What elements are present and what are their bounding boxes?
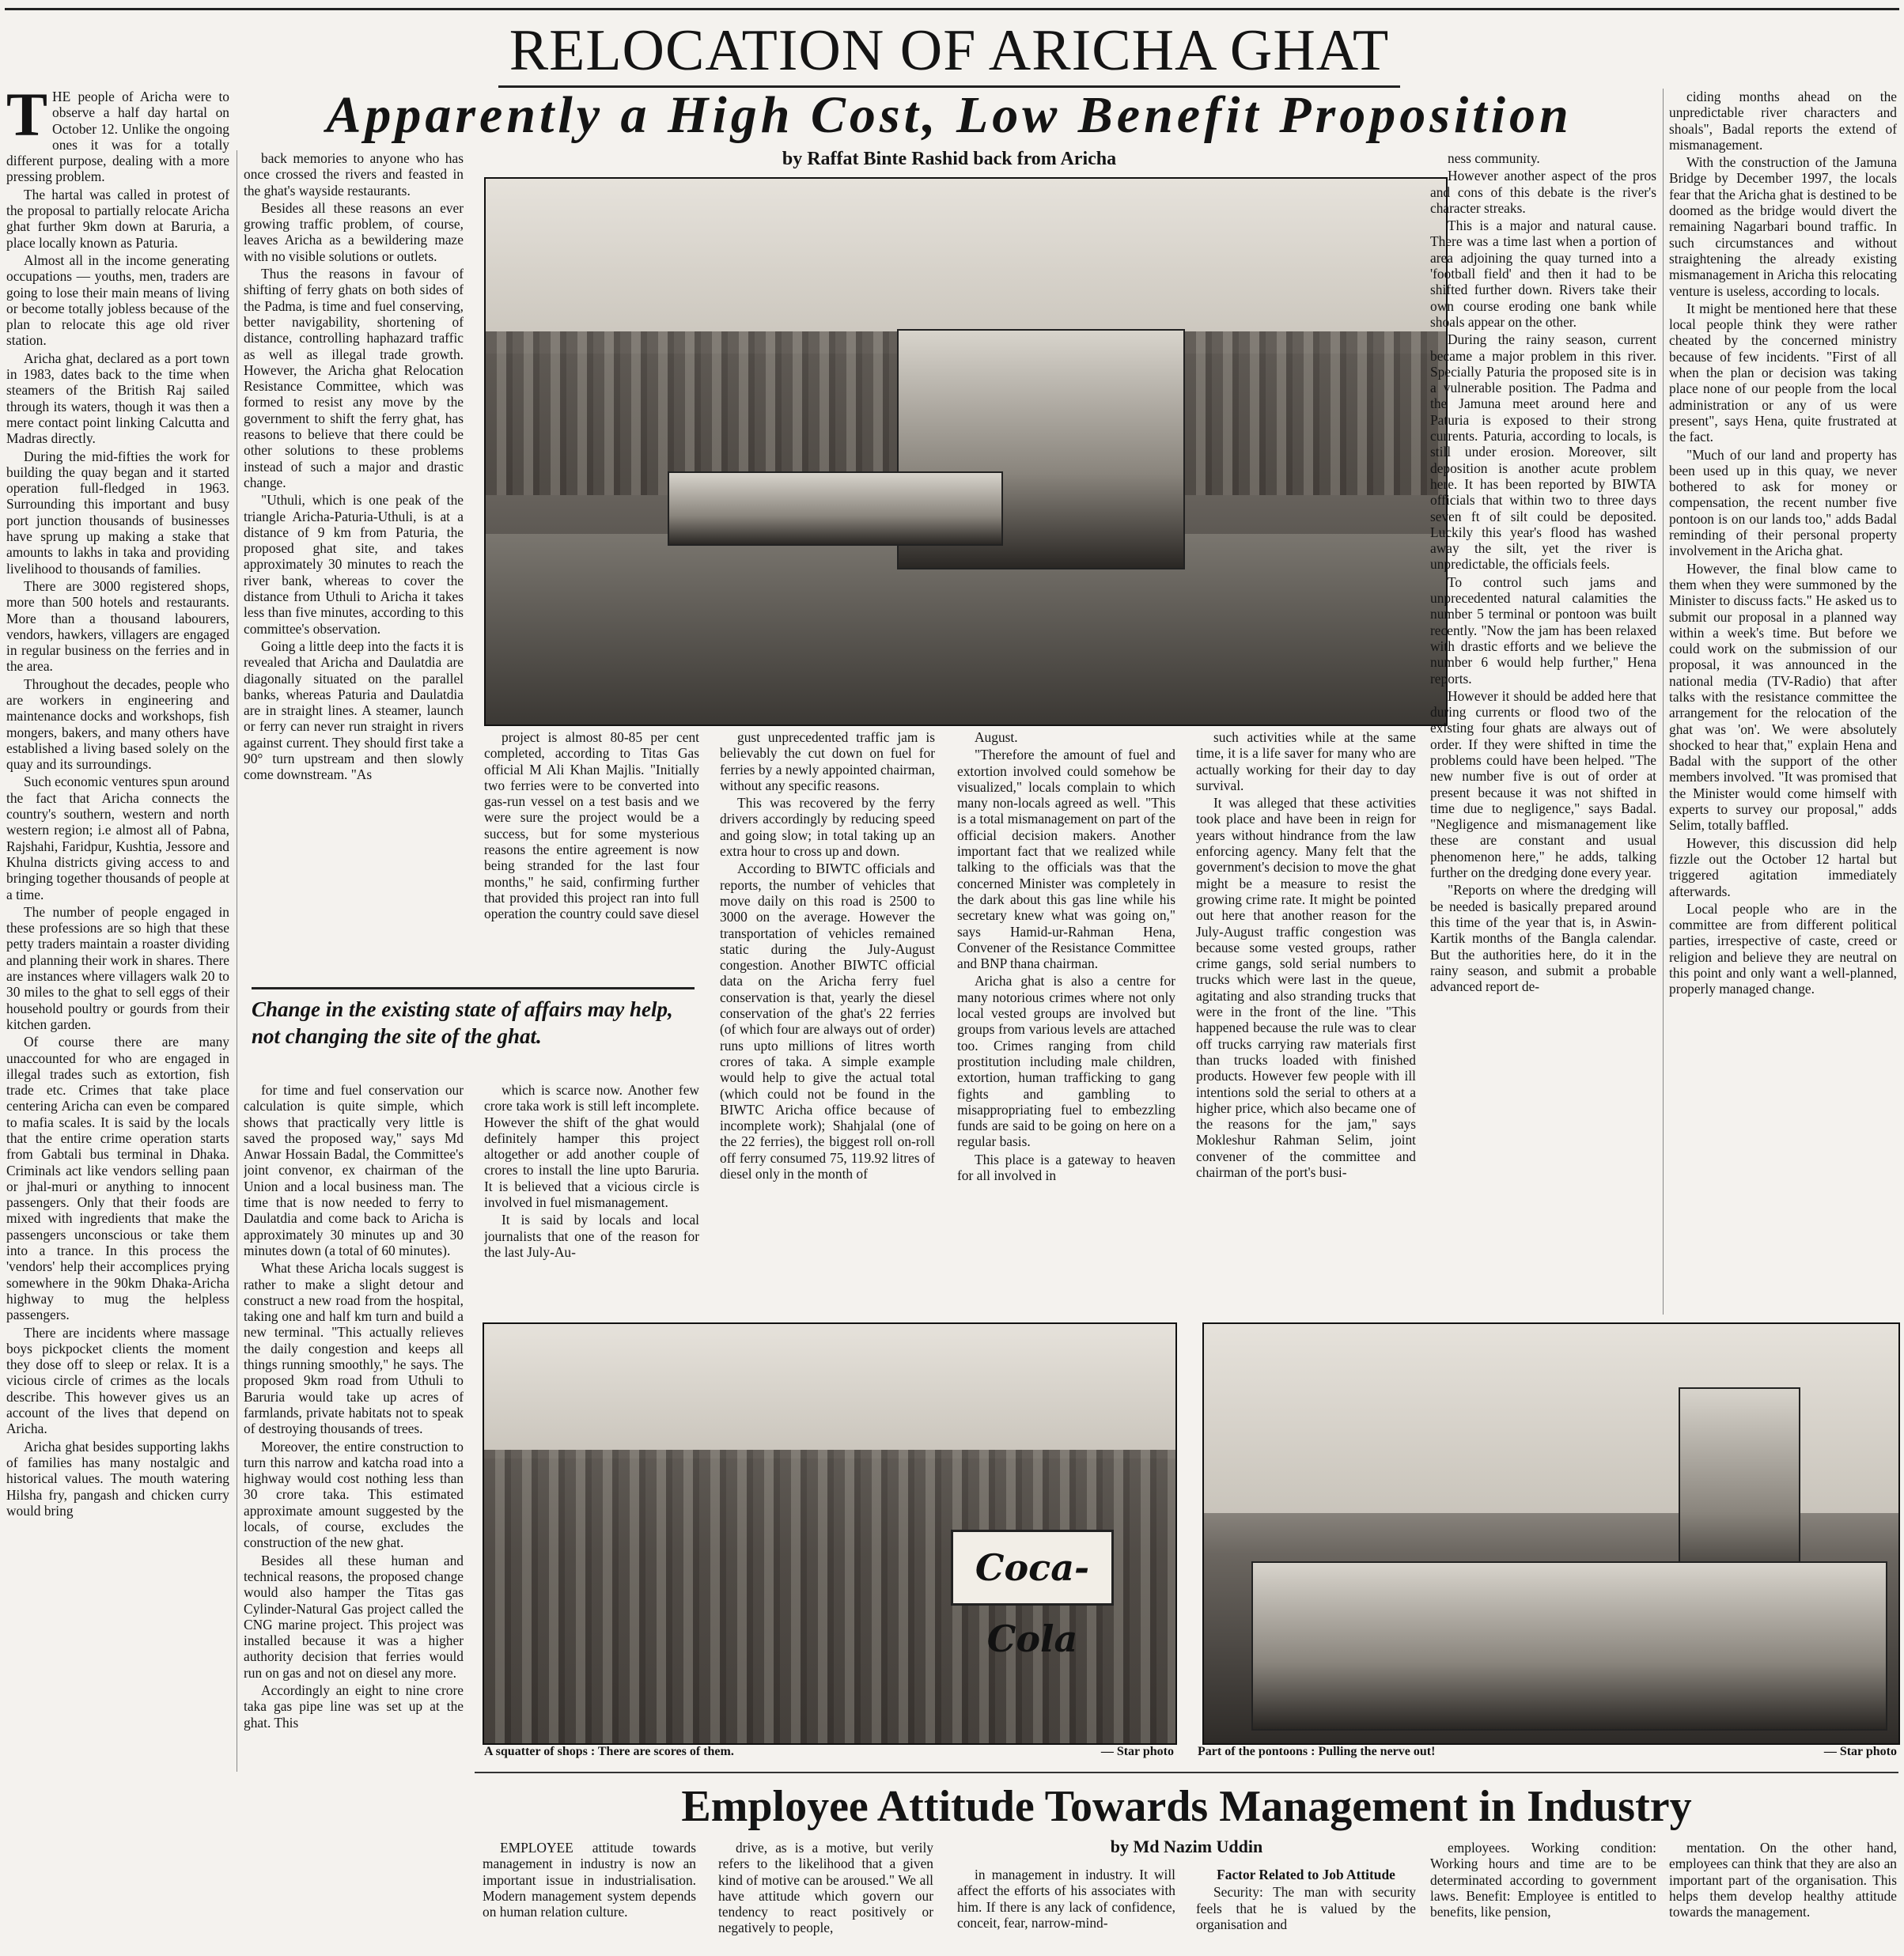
second-article-column-5 [1430, 1840, 1656, 1956]
photo-credit: — Star photo [1100, 1745, 1174, 1758]
paragraph: which is scarce now. Another few crore taka work is still left incomplete. However the shift of the ghat would definitely hamper this project altogether or add another couple of crores to install the line upto Baruria. It is believed that a vicious circle is involved in fuel mismanagement. [484, 1082, 699, 1211]
paragraph: August. [975, 729, 1018, 745]
second-article-headline: Employee Attitude Towards Management in Industry [681, 1782, 1692, 1831]
paragraph: back memories to anyone who has once crossed the rivers and feasted in the ghat's wayside restaurants. [244, 150, 464, 199]
paragraph: Aricha ghat is also a centre for many notorious crimes where not only local vested groups are involved but groups from various levels are attached too. Crimes ranging from child prostitution including male children, extortion, human trafficking to gang fights and gambling to misappropriating fuel to embezzling funds are said to be going on here on a regular basis. [957, 973, 1175, 1150]
paragraph: This place is a gateway to heaven for all involved in [957, 1151, 1175, 1184]
pull-quote: Change in the existing state of affairs may help, not changing the site of the ghat. [252, 987, 695, 1050]
column-divider [1663, 89, 1664, 1315]
paragraph: What these Aricha locals suggest is rather to make a slight detour and construct a new road from the hospital, taking one and half km turn and build a new terminal. "This actually relieves the daily congestion and keeps all things running smoothly," he says. The proposed 9km road from Uthuli to Baruria would take up acres of farmlands, private habitats not to speak of destroying thousands of trees. [244, 1260, 464, 1437]
paragraph: Thus the reasons in favour of shifting of ferry ghats on both sides of the Padma, is time and fuel conserving, better navigability, shortening of distance, controlling haphazard traffic as well as illegal trade growth. However, the Aricha ghat Relocation Resistance Committee, which was formed to resist any move by the government to shift the ferry ghat, has reasons to believe that there could be other solutions to these problems instead of such a major and drastic change. [244, 266, 464, 490]
paragraph: It might be mentioned here that these local people think they were rather cheated by the concerned ministry because of few incidents. "First of all when the plan or decision was taking place none of our people from the local administration or any of us were present", says Hena, quite frustrated at the fact. [1669, 300, 1897, 445]
second-article-column-1 [483, 1840, 696, 1956]
pontoons-photo-caption [1198, 1745, 1897, 1759]
column-7 [1669, 89, 1897, 1315]
ferry-ghat-photo [484, 177, 1448, 726]
shops-photo-caption [484, 1745, 1174, 1759]
paragraph: Such economic ventures spun around the fact that Aricha connects the country's southern, western and north western region; i.e almost all of Pabna, Rajshahi, Faridpur, Kushtia, Jessore and Khulna districts giving access to and bringing together thousands of people at a time. [6, 774, 229, 902]
paragraph: Almost all in the income generating occupations — youths, men, traders are going to lose their main means of living or become totally jobless because of the plan to relocate this age old river station. [6, 252, 229, 349]
paragraph: employees. Working condition: Working hours and time are to be determinated according to government laws. Benefit: Employee is entitled to benefits, like pension, [1430, 1840, 1656, 1920]
photo-pontoon [668, 471, 1003, 546]
photo-pontoon-deck [1251, 1561, 1887, 1731]
second-article-byline: by Md Nazim Uddin [1110, 1837, 1263, 1856]
paragraph: Going a little deep into the facts it is revealed that Aricha and Daulatdia are diagonally situated on the parallel banks, whereas Paturia and Daulatdia are in straight lines. A steamer, launch or ferry can never run straight in rivers against current. They should first take a 90° turn upstream and then slowly come downstream. "As [244, 637, 464, 783]
paragraph: With the construction of the Jamuna Bridge by December 1997, the locals fear that the Aricha ghat is destined to be doomed as the bridge would divert the remaining Nagarbari bound traffic. In such circumstances and without straightening the already existing mismanagement in Aricha this relocating venture is useless, according to locals. [1669, 154, 1897, 299]
paragraph: However another aspect of the pros and cons of this debate is the river's character streaks. [1430, 168, 1656, 216]
paragraph: However it should be added here that during currents or flood two of the existing four ghats are always out of order. If they were shifted in time the problems could have been helped. "The new number five is out of order at present because it was not shifted in time due to negligence," says Badal. "Negligence and mismanagement like these are constant and usual phenomenon here," he adds, talking further on the dredging done every year. [1430, 687, 1656, 881]
paragraph: "Therefore the amount of fuel and extortion involved could somehow be visualized," locals complain to which many non-locals agreed as well. "This is a total mismanagement on part of the official decision makers. Another important fact that we realized while talking to the officials was that the concerned Minister was completely in the dark about this gas line while his secretary knew what was going on," says Hamid-ur-Rahman Hena, Convener of the Resistance Committee and BNP thana chairman. [957, 747, 1175, 972]
paragraph: gust unprecedented traffic jam is believably the cut down on fuel for ferries by a newly appointed chairman, without any specific reasons. [720, 729, 935, 793]
column-2 [244, 150, 464, 967]
paragraph: "Reports on where the dredging will be needed is basically prepared around this time of the year that is, in Aswin-Kartik months of the Bangla calendar. But the authorities here, do it in the rainy season, and submit a probable advanced report de- [1430, 882, 1656, 995]
paragraph: This is a major and natural cause. There was a time last when a portion of area adjoining the quay turned into a 'football field' and then it had to be shifted further down. Rivers take their own course eroding one bank while shoals appear on the other. [1430, 218, 1656, 330]
article-kicker: RELOCATION OF ARICHA GHAT [509, 18, 1390, 83]
paragraph: such activities while at the same time, it is a life saver for many who are actually working for their day to day survival. [1196, 729, 1416, 793]
paragraph: Security: The man with security feels that he is valued by the organisation and [1196, 1884, 1416, 1932]
column-2c [244, 1082, 464, 1818]
column-4a [957, 729, 1175, 1315]
photo-sky [484, 1324, 1175, 1458]
paragraph: in management in industry. It will affect the efforts of his associates with him. If there is any lack of confidence, conceit, fear, narrow-mind- [957, 1867, 1175, 1931]
paragraph: Moreover, the entire construction to turn this narrow and katcha road into a highway would cost nothing less than 30 crore taka. This estimated approximate amount suggested by the locals, of course, excludes the construction of the new ghat. [244, 1438, 464, 1551]
top-rule [5, 8, 1899, 10]
paragraph: During the mid-fifties the work for building the quay began and it started operation full-fledged in 1963. Surrounding this important and busy port junction thousands of businesses have sprung up making a stake that amounts to lakhs in taka and providing livelihood to thousands of families. [6, 448, 229, 577]
paragraph: "Uthuli, which is one peak of the triangle Aricha-Paturia-Uthuli, is at a distance of 9 km from Paturia, the proposed ghat site, and takes approximately 30 minutes to reach the river bank, whereas to cover the distance from Uthuli to Aricha it takes less than five minutes, according to this committee's observation. [244, 492, 464, 637]
paragraph: To control such jams and unprecedented natural calamities the number 5 terminal or pontoon was built recently. "Now the jam has been relaxed with drastic efforts and we believe the number 6 would help further," Hena reports. [1430, 573, 1656, 687]
paragraph: Of course there are many unaccounted for who are engaged in illegal trades such as extortion, fish trade etc. Crimes that take place centering Aricha can even be compared to mafia scales. It is said by the locals that the entire crime operation starts from Gabtali bus terminal in Dhaka. Criminals act like vendors selling paan or jhal-muri or anything to innocent passengers. Only that their foods are mixed with ingredients that make the passengers unconscious or take them into a trance. In this process the 'vendors' help their accomplices prying somewhere in the 90km Dhaka-Aricha highway to mug the helpless passengers. [6, 1034, 229, 1323]
paragraph: Local people who are in the committee are from different political parties, irrespective of caste, creed or religion and believe they are neutral on this point and only want a well-planned, properly managed change. [1669, 900, 1897, 997]
subhead: Factor Related to Job Attitude [1217, 1867, 1395, 1882]
column-3c [484, 1082, 699, 1319]
paragraph: There are 3000 registered shops, more than 500 hotels and restaurants. More than a thousand labourers, vendors, hawkers, villagers are engaged in regular business on the ferries and in the area. [6, 577, 229, 675]
paragraph: Aricha ghat, declared as a port town in 1983, dates back to the time when steamers of the British Raj sailed through its waters, though it was then a mere contact point linking Calcutta and Madras directly. [6, 350, 229, 447]
coca-cola-sign: Coca-Cola [951, 1530, 1114, 1606]
pontoons-photo [1202, 1322, 1900, 1745]
photo-credit: — Star photo [1823, 1745, 1897, 1758]
column-5a [1196, 729, 1416, 1315]
paragraph: EMPLOYEE attitude towards management in industry is now an important issue in industrialisation. Modern management system depends on human relation culture. [483, 1840, 696, 1920]
second-article-column-6 [1669, 1840, 1897, 1956]
article-headline: Apparently a High Cost, Low Benefit Proposition [326, 86, 1573, 144]
paragraph: Besides all these human and technical reasons, the proposed change would also hamper the Titas gas Cylinder-Natural Gas project called the CNG marine project. This project was installed because it was a higher authority decision that ferries would run on gas and not on diesel any more. [244, 1552, 464, 1681]
paragraph: The number of people engaged in these professions are so high that these petty traders maintain a roaster dividing and planning their work in shares. There are instances where villagers walk 20 to 30 miles to the ghat to sell eggs of their household poultry or gourds from their kitchen garden. [6, 903, 229, 1032]
paragraph: However, this discussion did help fizzle out the October 12 hartal but triggered agitation immediately afterwards. [1669, 834, 1897, 899]
second-article-column-3 [957, 1867, 1175, 1956]
paragraph: This was recovered by the ferry drivers accordingly by reducing speed and going slow; in total taking up an extra hour to cross up and down. [720, 795, 935, 860]
caption-text: A squatter of shops : There are scores of them. [484, 1745, 734, 1758]
paragraph: Throughout the decades, people who are workers in engineering and maintenance docks and workshops, fish mongers, bakers, and many others have established a living based solely on the quay and its surroundings. [6, 675, 229, 773]
column-6 [1430, 150, 1656, 1315]
column-2b [484, 729, 699, 984]
article-byline: by Raffat Binte Rashid back from Aricha [782, 149, 1117, 169]
paragraph: The hartal was called in protest of the proposal to partially relocate Aricha ghat further 9km down at Baruria, a place locally known as Paturia. [6, 186, 229, 251]
paragraph: Besides all these reasons an ever growing traffic problem, of course, leaves Aricha as a bewildering maze with no visible solutions or outlets. [244, 199, 464, 264]
paragraph: There are incidents where massage boys pickpocket clients the moment they dose off to sleep or relax. It is a vicious circle of crimes as the locals describe. This however gives us an account of the lives that depend on Aricha. [6, 1324, 229, 1437]
caption-text: Part of the pontoons : Pulling the nerve out! [1198, 1745, 1436, 1758]
paragraph: However, the final blow came to them when they were summoned by the Minister to discuss facts." He asked us to submit our proposal in a planned way within a week's time. But before we could work on the submission of our proposal, it was announced in the national media (TV-Radio) that after talks with the resistance committee the arrangement for the relocation of the ghat was 'on'. We were absolutely shocked to hear that," explain Hena and Badal with the support of the other members involved. "It was promised that the Minister would come himself with experts to survey our proposal," adds Selim, totally baffled. [1669, 560, 1897, 834]
shops-photo [483, 1322, 1177, 1745]
column-1 [6, 89, 229, 1955]
drop-cap: T [6, 89, 48, 149]
paragraph: THE people of Aricha were to observe a half day hartal on October 12. Unlike the ongoing ones it was for a totally different purpose, dealing with a more pressing problem. [6, 89, 229, 185]
paragraph: ness community. [1448, 150, 1540, 166]
paragraph: drive, as is a motive, but verily refers to the likelihood that a given kind of motive can be aroused." We all have attitude which govern our tendency to react positively or negatively to people, [718, 1840, 933, 1936]
paragraph: ciding months ahead on the unpredictable river characters and shoals", Badal reports the extend of mismanagement. [1669, 89, 1897, 153]
column-3a [720, 729, 935, 1315]
paragraph: "Much of our land and property has been used up in this quay, we never bothered to ask for money or compensation, the recent number five pontoon is on our lands too," adds Badal reminding of their personal property involvement in the Aricha ghat. [1669, 446, 1897, 559]
paragraph: It was alleged that these activities took place and have been in reign for years without hindrance from the law enforcing agency. Many felt that the government's decision to move the ghat might be a measure to resist the growing crime rate. It might be pointed out here that another reason for the July-August traffic congestion was because some vested groups, rather crime gangs, sold serial numbers to trucks which were last in the queue, agitating and also stranding trucks that were in the front of the line. "This happened because the rule was to clear off trucks carrying raw materials first than trucks loaded with finished products. However few people with ill intentions sold the serial to others at a higher price, which also became one of the reasons for the jam," says Mokleshur Rahman Selim, joint convener of the committee and chairman of the port's busi- [1196, 795, 1416, 1181]
article-separator [475, 1772, 1898, 1773]
paragraph: During the rainy season, current became a major problem in this river. Specially Paturia the proposed site is in a vulnerable position. The Padma and the Jamuna meet around here and Paturia is exposed to their strong currents. Paturia, according to locals, is still under erosion. Moreover, silt deposition is another acute problem here. It has been reported by BIWTA officials that within two to three days seven ft of silt could be deposited. Luckily this year's flood has washed away the silt, yet the river is unpredictable, the officials feels. [1430, 331, 1656, 573]
paragraph: for time and fuel conservation our calculation is quite simple, which shows that practically very little is saved the proposed way," says Md Anwar Hossain Badal, the Committee's joint convenor, ex chairman of the Union and a local business man. The time that is now needed to ferry to Daulatdia and come back to Aricha is approximately 30 minutes up and 30 minutes down (a total of 60 minutes). [244, 1082, 464, 1258]
paragraph: Accordingly an eight to nine crore taka gas pipe line was set up at the ghat. This [244, 1682, 464, 1731]
photo-sky [486, 179, 1446, 354]
paragraph: According to BIWTC officials and reports, the number of vehicles that move daily on this road is 2500 to 3000 on the average. However the transportation of vehicles remained static during the July-August congestion. Another BIWTC official data on the Aricha ferry fuel conservation is that, yearly the diesel conservation of the ghat's 22 ferries (of which four are always out of order) runs upto millions of litres worth crores of taka. A simple example would help to give the actual total (which could not be found in the BIWTC Aricha office because of incomplete work); Shahjalal (one of the 22 ferries), the biggest roll on-roll off ferry consumed 75, 119.92 litres of diesel only in the month of [720, 861, 935, 1182]
paragraph: project is almost 80-85 per cent completed, according to Titas Gas official M Ali Khan Majlis. "Initially two ferries were to be converted into gas-run vessel on a test basis and we were sure the project would be a success, but for some mysterious reasons the entire agreement is now being stranded for the last four months," he said, confirming further that provided this project ran into full operation the country could save diesel [484, 729, 699, 922]
second-article-column-4 [1196, 1867, 1416, 1956]
paragraph: Aricha ghat besides supporting lakhs of families has many nostalgic and historical values. The mouth watering Hilsha fry, pangash and chicken curry would bring [6, 1438, 229, 1519]
paragraph: It is said by locals and local journalists that one of the reason for the last July-Au- [484, 1212, 699, 1260]
paragraph: mentation. On the other hand, employees can think that they are also an important part of the organisation. This helps them develop healthy attitude towards the management. [1669, 1840, 1897, 1920]
second-article-column-2 [718, 1840, 933, 1956]
